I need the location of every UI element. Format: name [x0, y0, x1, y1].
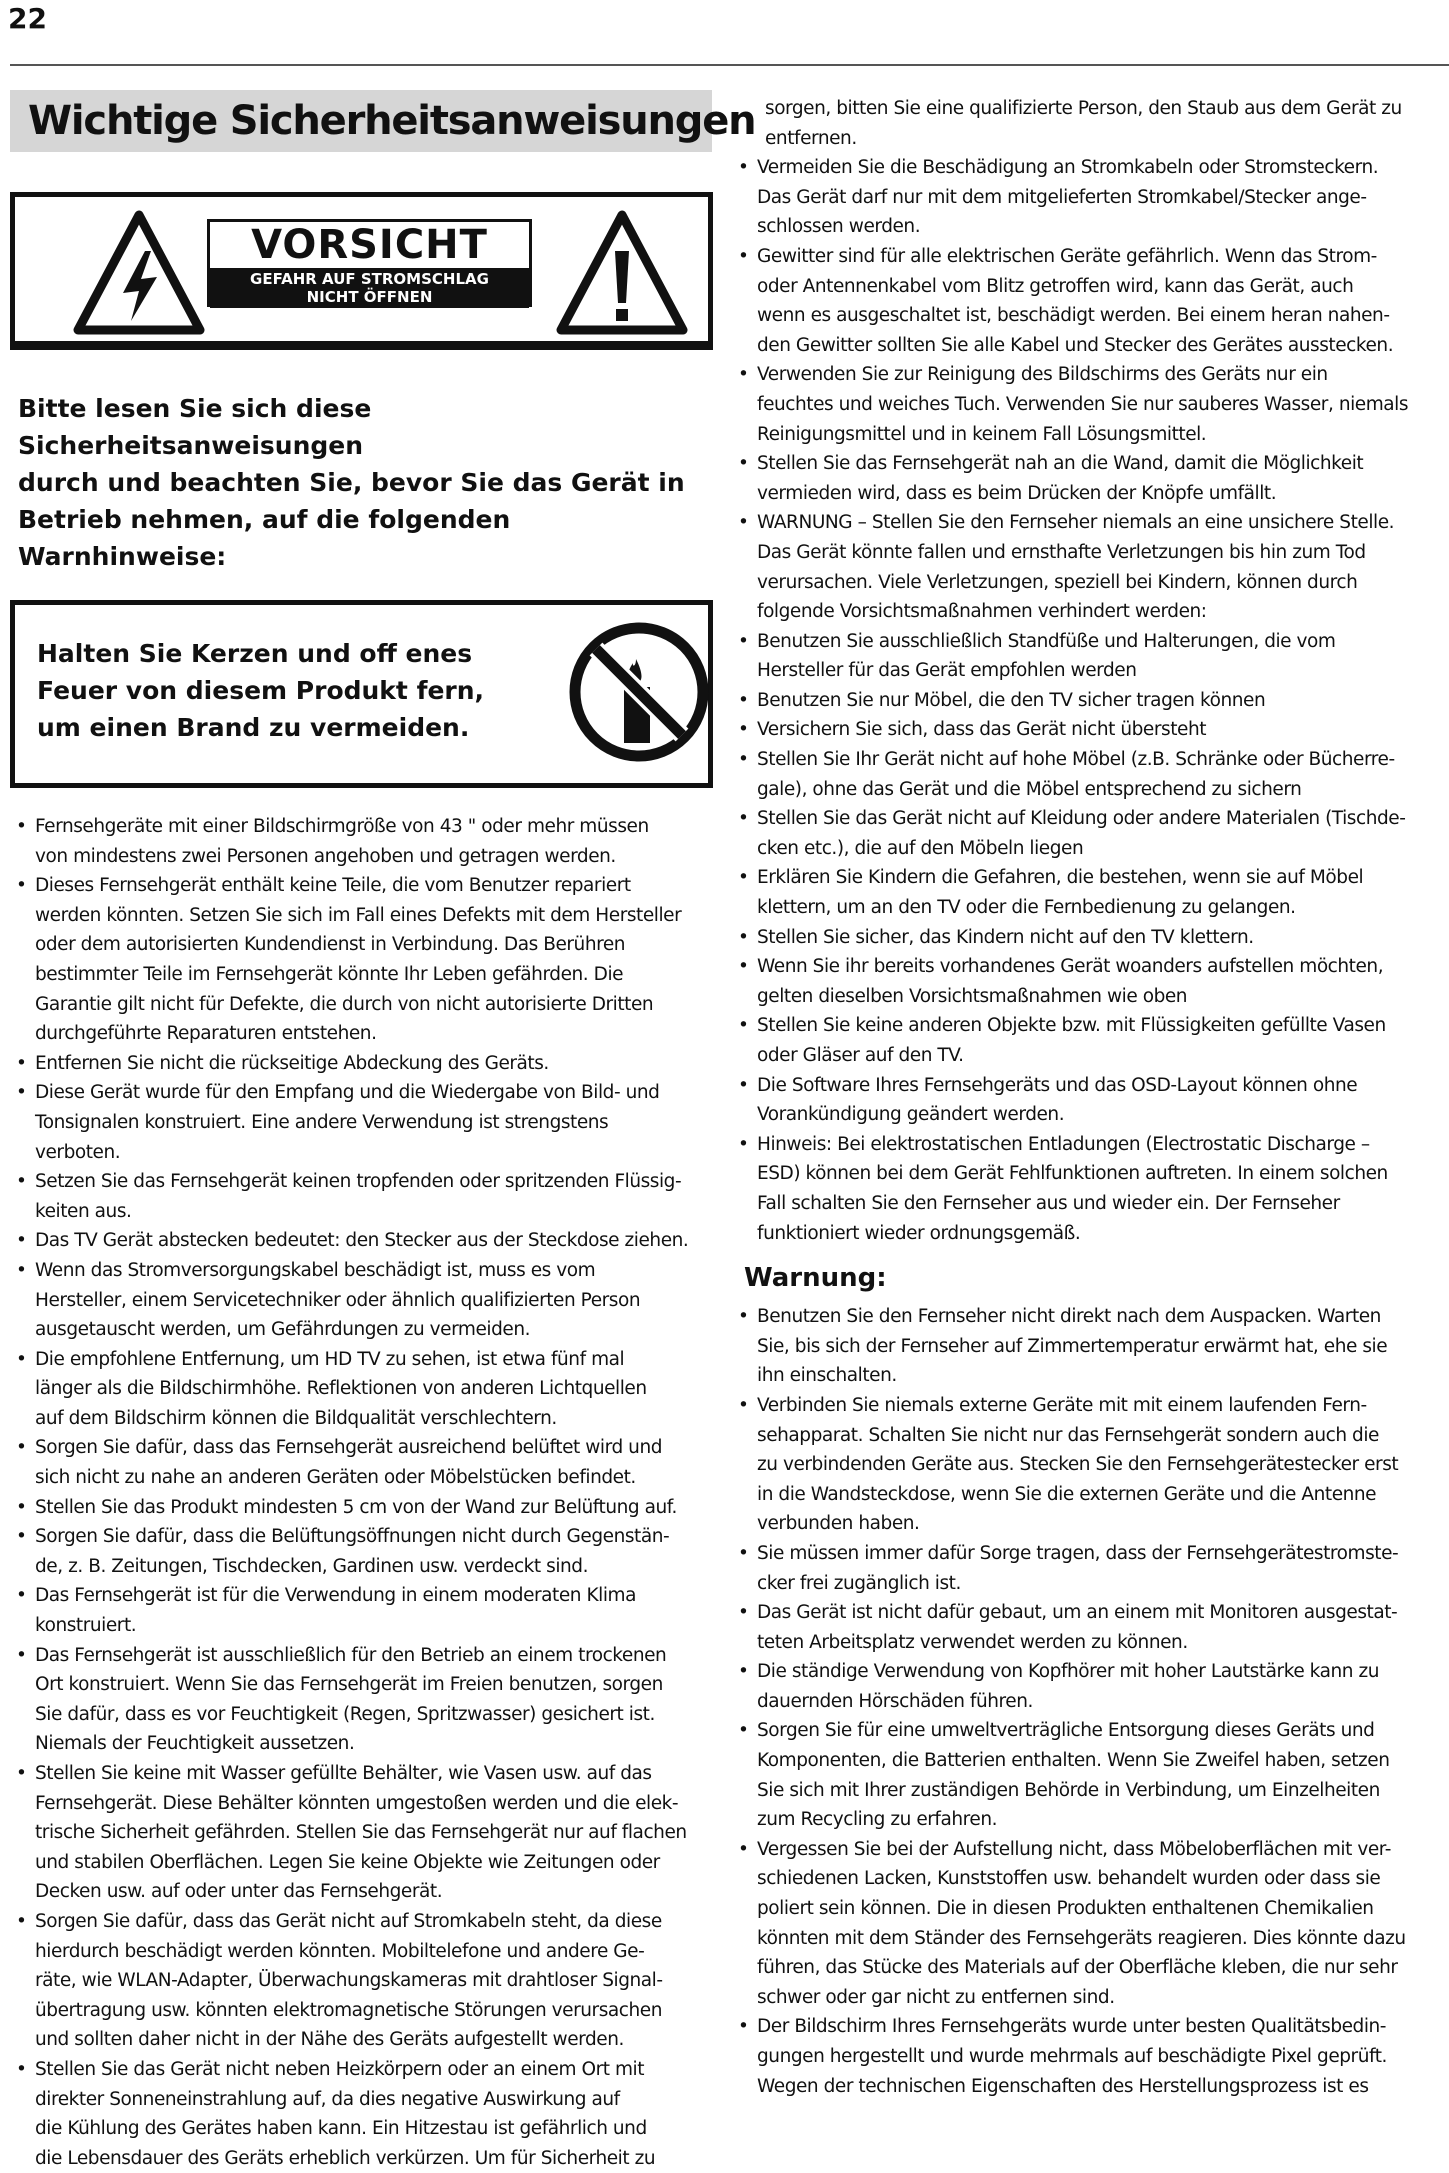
list-item-line: Niemals der Feuchtigkeit aussetzen. — [35, 1733, 355, 1755]
list-item-line: schlossen werden. — [757, 216, 921, 238]
list-item-line: gale), ohne das Gerät und die Möbel entsprechend zu sichern — [757, 778, 1302, 800]
list-item-line: de, z. B. Zeitungen, Tischdecken, Gardinen usw. verdeckt sind. — [35, 1555, 589, 1577]
list-item — [10, 871, 713, 1049]
list-item — [732, 1539, 1444, 1598]
list-item — [732, 1716, 1444, 1834]
list-item — [10, 1049, 713, 1079]
list-item-line: könnten mit dem Ständer des Fernsehgeräts reagieren. Dies könnte dazu — [757, 1927, 1406, 1949]
left-column — [10, 90, 756, 2173]
list-item — [732, 2012, 1444, 2101]
list-item-line: poliert sein können. Die in diesen Produkten enthaltenen Chemikalien — [757, 1898, 1374, 1920]
list-item-line: gungen hergestellt und wurde mehrmals auf beschädigte Pixel geprüft. — [757, 2046, 1387, 2067]
list-item — [10, 1759, 713, 1907]
list-item-line: • Stellen Sie Ihr Gerät nicht auf hohe Möbel (z.B. Schränke oder Bücherre- — [757, 749, 1395, 771]
list-item-line: • Der Bildschirm Ihres Fernsehgeräts wurde unter besten Qualitätsbedin- — [757, 2016, 1387, 2038]
list-item-line: Decken usw. auf oder unter das Fernsehgerät. — [35, 1881, 443, 1903]
list-item-line: länger als die Bildschirmhöhe. Reflektionen von anderen Lichtquellen — [35, 1378, 647, 1400]
list-item-line: und sollten daher nicht in der Nähe des Geräts aufgestellt werden. — [35, 2029, 624, 2051]
list-item-line: • Sorgen Sie für eine umweltverträgliche Entsorgung dieses Geräts und — [757, 1720, 1375, 1742]
list-item-line: feuchtes und weiches Tuch. Verwenden Sie nur sauberes Wasser, niemals — [757, 393, 1409, 415]
list-item-line: schwer oder gar nicht zu entfernen sind. — [757, 1986, 1115, 2008]
list-item-line: konstruiert. — [35, 1615, 137, 1637]
list-item-line: teten Arbeitsplatz verwendet werden zu können. — [757, 1631, 1188, 1653]
list-item-line: • Erklären Sie Kindern die Gefahren, die bestehen, wenn sie auf Möbel — [757, 867, 1364, 889]
list-item — [732, 1835, 1444, 2013]
list-item-line: Wegen der technischen Eigenschaften des Herstellungsprozess ist es — [757, 2075, 1369, 2097]
list-item — [10, 2055, 713, 2173]
list-item-line: • Stellen Sie das Produkt mindesten 5 cm von der Wand zur Belüftung auf. — [35, 1496, 677, 1518]
list-item-line: Vorankündigung geändert werden. — [757, 1104, 1065, 1126]
list-item-line: vermieden wird, dass es beim Drücken der Knöpfe umfällt. — [757, 482, 1277, 504]
intro-line: Bitte lesen Sie sich diese Sicherheitsanweisungen — [18, 394, 372, 460]
list-item-line: • Das Gerät ist nicht dafür gebaut, um an einem mit Monitoren ausgestat- — [757, 1602, 1398, 1624]
fire-warning-box — [10, 600, 713, 788]
list-item-line: cker frei zugänglich ist. — [757, 1572, 961, 1594]
fire-warning-line: Halten Sie Kerzen und off enes — [37, 639, 473, 668]
list-item-line: sehapparat. Schalten Sie nicht nur das Fernsehgerät sondern auch die — [757, 1424, 1379, 1446]
list-item-line: keiten aus. — [35, 1200, 132, 1222]
list-item-line: • Versichern Sie sich, dass das Gerät nicht übersteht — [757, 719, 1207, 741]
list-item-line: Hersteller für das Gerät empfohlen werden — [757, 660, 1137, 682]
list-item-line: in die Wandsteckdose, wenn Sie die externen Geräte und die Antenne — [757, 1483, 1377, 1505]
list-item-line: • Stellen Sie das Gerät nicht auf Kleidung oder andere Materialen (Tischde- — [757, 808, 1406, 830]
list-item-line: zu verbindenden Geräte aus. Stecken Sie den Fernsehgerätestecker erst — [757, 1454, 1399, 1476]
caution-box — [207, 219, 532, 307]
list-item — [732, 745, 1444, 804]
list-item-line: • Stellen Sie das Gerät nicht neben Heizkörpern oder an einem Ort mit — [35, 2058, 645, 2080]
list-item — [732, 1657, 1444, 1716]
list-item — [10, 1493, 713, 1523]
list-item — [732, 360, 1444, 449]
list-item — [732, 952, 1444, 1011]
list-item-line: • Stellen Sie sicher, das Kindern nicht auf den TV klettern. — [757, 926, 1254, 948]
list-item-line: übertragung usw. könnten elektromagnetische Störungen verursachen — [35, 1999, 662, 2021]
list-item-line: • Sie müssen immer dafür Sorge tragen, dass der Fernsehgerätestromste- — [757, 1542, 1399, 1564]
list-item-line: Tonsignalen konstruiert. Eine andere Verwendung ist strengstens — [35, 1111, 609, 1133]
list-item — [10, 1256, 713, 1345]
list-item-line: verursachen. Viele Verletzungen, speziell bei Kindern, können durch — [757, 571, 1358, 593]
list-item-line: hierdurch beschädigt werden könnten. Mobiltelefone und andere Ge- — [35, 1940, 645, 1962]
list-item-line: Hersteller, einem Servicetechniker oder ähnlich qualifizierten Person — [35, 1289, 641, 1311]
list-item-line: Das Gerät darf nur mit dem mitgelieferten Stromkabel/Stecker ange- — [757, 186, 1367, 208]
list-item-line: Sie sich mit Ihrer zuständigen Behörde in Verbindung, um Einzelheiten — [757, 1779, 1380, 1801]
list-item-line: Das Gerät könnte fallen und ernsthafte Verletzungen bis hin zum Tod — [757, 541, 1366, 563]
safety-list-left — [10, 812, 713, 2173]
list-item — [10, 1433, 713, 1492]
list-item — [732, 1011, 1444, 1070]
warning-heading: Warnung: — [744, 1263, 887, 1294]
page-number: 22 — [8, 2, 47, 35]
list-item-line: trische Sicherheit gefährden. Stellen Sie das Fernsehgerät nur auf flachen — [35, 1822, 687, 1844]
fire-warning-text — [37, 635, 484, 746]
list-item — [10, 1345, 713, 1434]
list-item-line: • Vermeiden Sie die Beschädigung an Stromkabeln oder Stromsteckern. — [757, 157, 1379, 179]
list-item — [732, 804, 1444, 863]
list-item-line: • Stellen Sie keine anderen Objekte bzw. mit Flüssigkeiten gefüllte Vasen — [757, 1015, 1386, 1037]
list-item — [732, 1391, 1444, 1539]
list-item-line: Sie, bis sich der Fernseher auf Zimmertemperatur erwärmt hat, ehe sie — [757, 1335, 1388, 1357]
list-item-line: • Diese Gerät wurde für den Empfang und die Wiedergabe von Bild- und — [35, 1082, 660, 1104]
list-item — [732, 153, 1444, 242]
list-item-line: • Verwenden Sie zur Reinigung des Bildschirms des Geräts nur ein — [757, 364, 1328, 386]
list-item-line: klettern, um an den TV oder die Fernbedienung zu gelangen. — [757, 897, 1296, 919]
list-item-line: durchgeführte Reparaturen entstehen. — [35, 1023, 377, 1045]
list-item-line: wenn es ausgeschaltet ist, beschädigt werden. Bei einem heran nahen- — [757, 305, 1390, 327]
list-item-line: auf dem Bildschirm können die Bildqualität verschlechtern. — [35, 1407, 557, 1429]
list-item-line: funktioniert wieder ordnungsgemäß. — [757, 1222, 1081, 1244]
list-item — [732, 715, 1444, 745]
list-item-line: • Benutzen Sie nur Möbel, die den TV sicher tragen können — [757, 689, 1266, 711]
safety-list-right — [732, 153, 1444, 1248]
list-item — [732, 863, 1444, 922]
caution-line-1: GEFAHR AUF STROMSCHLAG — [250, 270, 489, 288]
list-item — [10, 812, 713, 871]
list-item-line: cken etc.), die auf den Möbeln liegen — [757, 837, 1084, 859]
list-item — [10, 1907, 713, 2055]
list-item-line: • Die ständige Verwendung von Kopfhörer mit hoher Lautstärke kann zu — [757, 1661, 1380, 1683]
list-item-line: gelten dieselben Vorsichtsmaßnahmen wie oben — [757, 985, 1188, 1007]
list-item — [732, 449, 1444, 508]
list-item — [10, 1226, 713, 1256]
list-item-line: werden könnten. Setzen Sie sich im Fall eines Defekts mit dem Hersteller — [35, 904, 682, 926]
list-item-line: • Wenn das Stromversorgungskabel beschädigt ist, muss es vom — [35, 1259, 596, 1281]
list-item-line: den Gewitter sollten Sie alle Kabel und Stecker des Gerätes ausstecken. — [757, 334, 1394, 356]
list-item — [732, 1071, 1444, 1130]
list-item — [10, 1167, 713, 1226]
list-item — [10, 1581, 713, 1640]
list-item-line: Sie dafür, dass es vor Feuchtigkeit (Regen, Spritzwasser) gesichert ist. — [35, 1703, 655, 1725]
list-item-line: oder dem autorisierten Kundendienst in Verbindung. Das Berühren — [35, 934, 626, 956]
caution-label — [10, 192, 713, 350]
caution-line-2: NICHT ÖFFNEN — [306, 288, 433, 306]
caution-subtext — [210, 268, 529, 308]
list-item-line: • Setzen Sie das Fernsehgerät keinen tropfenden oder spritzenden Flüssig- — [35, 1171, 682, 1193]
list-item-line: Fall schalten Sie den Fernseher aus und wieder ein. Der Fernseher — [757, 1192, 1340, 1214]
list-item-line: • Sorgen Sie dafür, dass die Belüftungsöffnungen nicht durch Gegenstän- — [35, 1526, 670, 1548]
list-item — [10, 1522, 713, 1581]
list-item-line: • Benutzen Sie den Fernseher nicht direkt nach dem Auspacken. Warten — [757, 1306, 1381, 1328]
list-item-line: • Sorgen Sie dafür, dass das Gerät nicht auf Stromkabeln steht, da diese — [35, 1910, 662, 1932]
right-column — [732, 94, 1444, 2101]
list-item-line: • Das TV Gerät abstecken bedeutet: den Stecker aus der Steckdose ziehen. — [35, 1230, 689, 1252]
list-item-line: • Die empfohlene Entfernung, um HD TV zu sehen, ist etwa fünf mal — [35, 1348, 625, 1370]
list-item-line: • Gewitter sind für alle elektrischen Geräte gefährlich. Wenn das Strom- — [757, 245, 1377, 267]
list-item — [732, 1598, 1444, 1657]
fire-warning-line: Feuer von diesem Produkt fern, — [37, 676, 485, 705]
list-item-line: • Das Fernsehgerät ist ausschließlich für den Betrieb an einem trockenen — [35, 1644, 667, 1666]
list-item-line: direkter Sonneneinstrahlung auf, da dies negative Auswirkung auf — [35, 2088, 620, 2110]
list-item — [732, 1302, 1444, 1391]
fire-warning-line: um einen Brand zu vermeiden. — [37, 713, 470, 742]
continued-text — [732, 94, 1444, 153]
list-item-line: räte, wie WLAN-Adapter, Überwachungskameras mit drahtloser Signal- — [35, 1970, 663, 1992]
list-item — [10, 1641, 713, 1759]
list-item-line: zum Recycling zu erfahren. — [757, 1809, 998, 1831]
list-item-line: verbunden haben. — [757, 1513, 920, 1535]
list-item-line: • Stellen Sie keine mit Wasser gefüllte Behälter, wie Vasen usw. auf das — [35, 1763, 652, 1784]
list-item-line: • Benutzen Sie ausschließlich Standfüße und Halterungen, die vom — [757, 630, 1336, 652]
list-item-line: und stabilen Oberflächen. Legen Sie keine Objekte wie Zeitungen oder — [35, 1851, 660, 1873]
header-rule — [10, 64, 1449, 66]
list-item-line: • Dieses Fernsehgerät enthält keine Teile, die vom Benutzer repariert — [35, 875, 631, 897]
list-item-line: die Lebensdauer des Geräts erheblich verkürzen. Um für Sicherheit zu — [35, 2147, 656, 2169]
intro-line: durch und beachten Sie, bevor Sie das Gerät in — [18, 468, 685, 497]
caution-heading: VORSICHT — [251, 222, 488, 268]
intro-line: Betrieb nehmen, auf die folgenden Warnhinweise: — [18, 505, 511, 571]
list-item-line: folgende Vorsichtsmaßnahmen verhindert werden: — [757, 601, 1207, 623]
list-item-line: schiedenen Lacken, Kunststoffen usw. behandelt wurden oder dass sie — [757, 1868, 1381, 1890]
list-item-line: oder Antennenkabel vom Blitz getroffen wird, kann das Gerät, auch — [757, 275, 1354, 297]
list-item — [732, 1130, 1444, 1248]
list-item-line: verboten. — [35, 1141, 121, 1163]
list-item-line: • Das Fernsehgerät ist für die Verwendung in einem moderaten Klima — [35, 1585, 637, 1607]
electric-shock-warning-icon — [73, 209, 205, 336]
list-item-line: die Kühlung des Gerätes haben kann. Ein Hitzestau ist gefährlich und — [35, 2118, 647, 2140]
no-open-flame-icon — [566, 619, 712, 765]
list-item-line: oder Gläser auf den TV. — [757, 1045, 964, 1066]
list-item-line: Garantie gilt nicht für Defekte, die durch von nicht autorisierte Dritten — [35, 993, 654, 1015]
list-item-line: • Sorgen Sie dafür, dass das Fernsehgerät ausreichend belüftet wird und — [35, 1437, 663, 1459]
list-item-line: • WARNUNG – Stellen Sie den Fernseher niemals an eine unsichere Stelle. — [757, 512, 1395, 534]
exclamation-warning-icon — [556, 209, 688, 336]
list-item-line: bestimmter Teile im Fernsehgerät könnte Ihr Leben gefährden. Die — [35, 963, 624, 985]
list-item-line: Ort konstruiert. Wenn Sie das Fernsehgerät im Freien benutzen, sorgen — [35, 1674, 663, 1696]
list-item-line: • Stellen Sie das Fernsehgerät nah an die Wand, damit die Möglichkeit — [757, 453, 1364, 475]
intro-heading — [18, 390, 713, 575]
list-item-line: ausgetauscht werden, um Gefährdungen zu vermeiden. — [35, 1319, 531, 1341]
list-item-line: Komponenten, die Batterien enthalten. Wenn Sie Zweifel haben, setzen — [757, 1750, 1390, 1772]
list-item-line: ESD) können bei dem Gerät Fehlfunktionen auftreten. In einem solchen — [757, 1163, 1388, 1185]
continued-line: entfernen. — [765, 127, 857, 149]
list-item-line: • Wenn Sie ihr bereits vorhandenes Gerät woanders aufstellen möchten, — [757, 956, 1384, 978]
list-item — [10, 1078, 713, 1167]
list-item-line: • Fernsehgeräte mit einer Bildschirmgröße von 43 " oder mehr müssen — [35, 816, 649, 837]
list-item — [732, 242, 1444, 360]
list-item-line: • Die Software Ihres Fernsehgeräts und das OSD-Layout können ohne — [757, 1074, 1358, 1096]
list-item-line: • Entfernen Sie nicht die rückseitige Abdeckung des Geräts. — [35, 1052, 549, 1074]
list-item-line: • Verbinden Sie niemals externe Geräte mit mit einem laufenden Fern- — [757, 1394, 1367, 1416]
list-item — [732, 923, 1444, 953]
list-item — [732, 508, 1444, 626]
list-item — [732, 686, 1444, 716]
continued-line: sorgen, bitten Sie eine qualifizierte Person, den Staub aus dem Gerät zu — [765, 98, 1402, 119]
list-item-line: • Hinweis: Bei elektrostatischen Entladungen (Electrostatic Discharge – — [757, 1133, 1370, 1155]
list-item-line: Reinigungsmittel und in keinem Fall Lösungsmittel. — [757, 423, 1207, 445]
list-item-line: ihn einschalten. — [757, 1365, 897, 1387]
list-item-line: • Vergessen Sie bei der Aufstellung nicht, dass Möbeloberflächen mit ver- — [757, 1838, 1391, 1860]
warning-list — [732, 1302, 1444, 2101]
list-item-line: dauernden Hörschäden führen. — [757, 1690, 1033, 1712]
page-title: Wichtige Sicherheitsanweisungen — [10, 90, 712, 152]
list-item-line: von mindestens zwei Personen angehoben und getragen werden. — [35, 845, 616, 867]
list-item-line: sich nicht zu nahe an anderen Geräten oder Möbelstücken befindet. — [35, 1467, 636, 1489]
list-item-line: Fernsehgerät. Diese Behälter könnten umgestoßen werden und die elek- — [35, 1792, 679, 1814]
list-item-line: führen, das Stücke des Materials auf der Oberfläche kleben, die nur sehr — [757, 1957, 1398, 1979]
list-item — [732, 627, 1444, 686]
